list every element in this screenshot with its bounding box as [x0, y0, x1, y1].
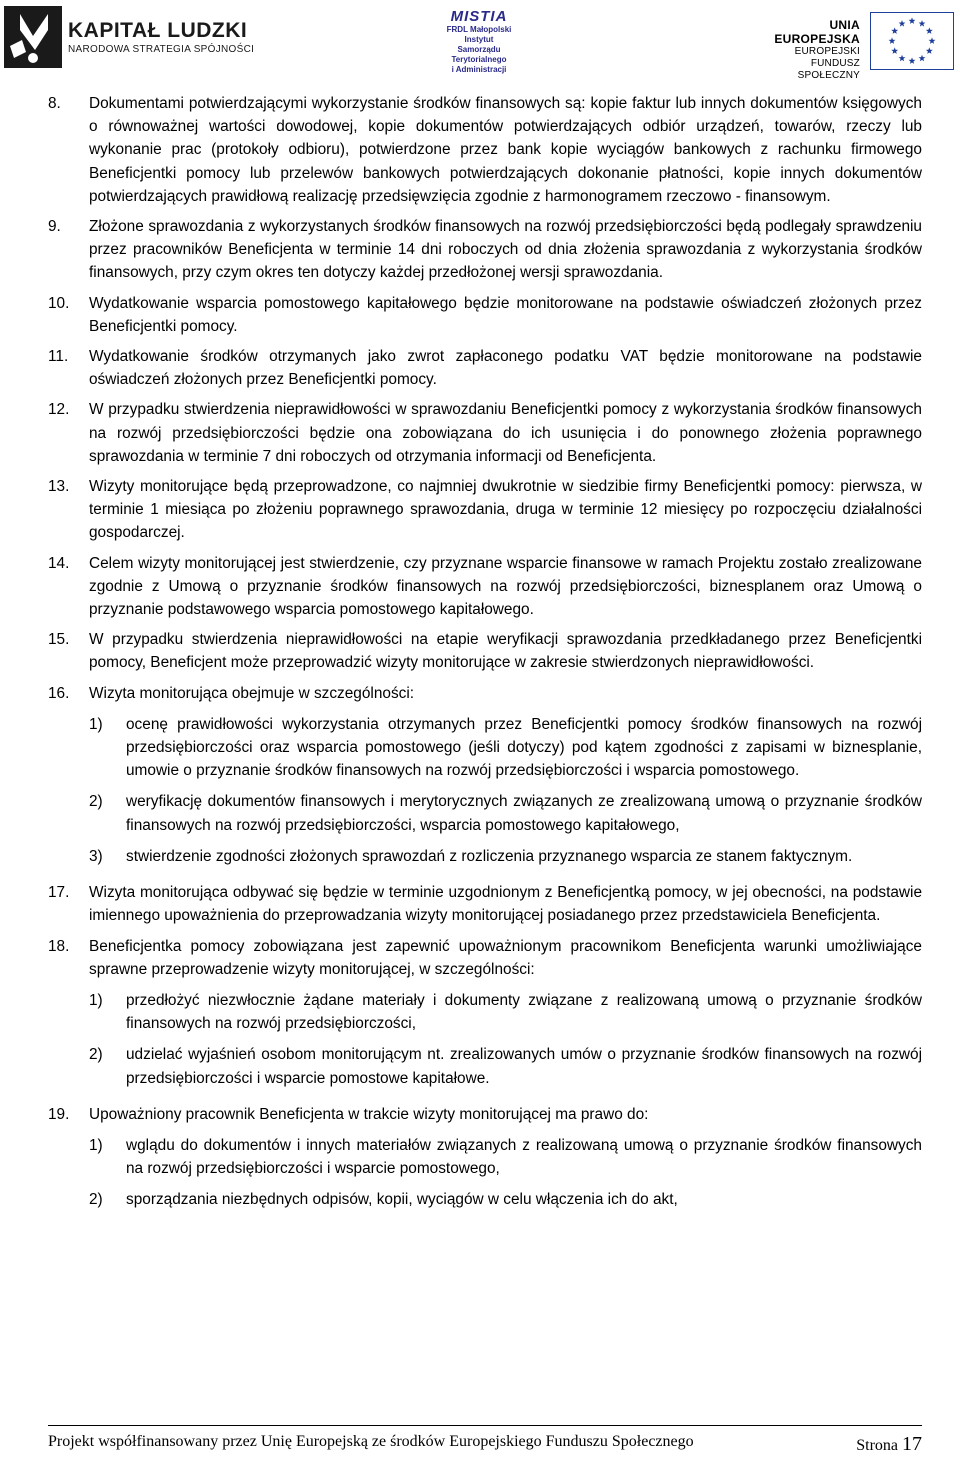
sub-item [89, 845, 922, 868]
mistia-logo [436, 8, 522, 75]
sub-item-number: 2) [89, 1046, 103, 1064]
logo-mid-line1: FRDL Małopolski Instytut [446, 25, 512, 44]
page-indicator [856, 1433, 922, 1456]
item-text: Dokumentami potwierdzającymi wykorzystanie środków finansowych są: kopie faktur lub innych dokumentów księgowych o równoważnej wartości dowodowej, kopie dokumentów potwierdzających odbiór urządzeń, towarów, rzeczy lub wykonanie prac (protokoły odbioru), potwierdzone przez bank kopie wyciągów bankowych z rachunku firmowego Beneficjentki pomocy lub przelewów bankowych potwierdzających dokonanie płatności, kopie innych dokumentów potwierdzających prawidłową realizację przedsięwzięcia zgodnie z harmonogramem rzeczowo - finansowym. [89, 95, 922, 205]
kapital-ludzki-logo [4, 6, 254, 68]
item-text: Upoważniony pracownik Beneficjenta w trakcie wizyty monitorującej ma prawo do: [89, 1105, 649, 1123]
item-number: 10. [48, 294, 70, 312]
item-body [89, 881, 922, 927]
item-body [89, 1103, 922, 1218]
item-number: 13. [48, 478, 70, 496]
item-text: Złożone sprawozdania z wykorzystanych środków finansowych na rozwój przedsiębiorczości będą podlegały sprawdzeniu przez pracowników Beneficjenta w terminie 14 dni roboczych od dnia złożenia sprawozdania z wykorzystania środków finansowych, przy czym okres ten dotyczy każdej przedłożonej wersji sprawozdania. [89, 218, 922, 282]
item-text: W przypadku stwierdzenia nieprawidłowości w sprawozdaniu Beneficjentki pomocy z wykorzystania środków finansowych na rozwój przedsiębiorczości będzie ona zobowiązana do ich usunięcia i do ponownego złożenia poprawnego sprawozdania w terminie 7 dni roboczych od otrzymania informacji od Beneficjenta. [89, 401, 922, 465]
sub-item-text: sporządzania niezbędnych odpisów, kopii, wyciągów w celu włączenia ich do akt, [126, 1191, 678, 1209]
list-item [48, 215, 922, 285]
sub-item-text: udzielać wyjaśnień osobom monitorującym nt. zrealizowanych umów o przyznanie środków finansowych na rozwój przedsiębiorczości i wsparcie pomostowe kapitałowe. [126, 1046, 922, 1087]
item-body [89, 935, 922, 1096]
item-body [89, 475, 922, 545]
eu-flag-icon [870, 12, 954, 70]
item-number: 16. [48, 684, 70, 702]
list-item [48, 628, 922, 674]
item-text: Beneficjentka pomocy zobowiązana jest zapewnić upoważnionym pracownikom Beneficjenta warunki umożliwiające sprawne przeprowadzenie wizyty monitorującej, w szczególności: [89, 937, 922, 978]
sub-item-number: 3) [89, 847, 103, 865]
list-item [48, 92, 922, 208]
list-item [48, 475, 922, 545]
kapital-ludzki-emblem-icon [4, 6, 62, 68]
logo-left-subtitle: NARODOWA STRATEGIA SPÓJNOŚCI [68, 43, 255, 55]
list-item [48, 1103, 922, 1218]
logo-right-line2: EUROPEJSKI [794, 46, 860, 57]
item-body [89, 628, 922, 674]
item-text: W przypadku stwierdzenia nieprawidłowości na etapie weryfikacji sprawozdania przedkładanego przez Beneficjentki pomocy, Beneficjent może przeprowadzić wizyty monitorujące w zakresie stwierdzonych nieprawidłowości. [89, 631, 922, 672]
sub-item-number: 1) [89, 715, 103, 733]
page-header [0, 0, 960, 80]
item-text: Wizyta monitorująca obejmuje w szczególności: [89, 684, 415, 702]
logo-left-title: KAPITAŁ LUDZKI [68, 18, 248, 42]
list-item [48, 881, 922, 927]
logo-mid-line3: i Administracji [451, 65, 507, 74]
sub-item-number: 1) [89, 1136, 103, 1154]
sub-item [89, 790, 922, 836]
sub-item-number: 1) [89, 991, 103, 1009]
item-text: Wizyta monitorująca odbywać się będzie w terminie uzgodnionym z Beneficjentką pomocy, w jej obecności, na podstawie imiennego upoważnienia do przeprowadzania wizyty monitorującej posiadanego przez przedstawiciela Beneficjenta. [89, 884, 922, 925]
item-number: 18. [48, 937, 70, 955]
item-text: Wizyty monitorujące będą przeprowadzone, co najmniej dwukrotnie w siedzibie firmy Beneficjentki pomocy: pierwsza, w terminie 1 miesiąca po złożeniu poprawnego sprawozdania, druga w terminie 12 miesięcy po rozpoczęciu działalności gospodarczej. [89, 478, 922, 542]
sub-item [89, 1188, 922, 1211]
list-item [48, 292, 922, 338]
list-item [48, 935, 922, 1096]
item-body [89, 92, 922, 208]
sub-item-text: ocenę prawidłowości wykorzystania otrzymanych przez Beneficjentki pomocy środków finansowych na rozwój przedsiębiorczości oraz wsparcia pomostowego (jeśli dotyczy) pod kątem zgodności z zapisami w biznesplanie, umowie o przyznanie środków finansowych na rozwój przedsiębiorczości i wsparcia pomostowego. [126, 715, 922, 780]
page-number: 17 [902, 1433, 922, 1455]
footer-text: Projekt współfinansowany przez Unię Europejską ze środków Europejskiego Funduszu Społecznego [48, 1433, 694, 1450]
item-number: 9. [48, 218, 61, 236]
sub-item [89, 713, 922, 783]
item-body [89, 398, 922, 468]
item-body [89, 682, 922, 874]
item-number: 14. [48, 554, 70, 572]
item-number: 8. [48, 95, 61, 112]
item-number: 12. [48, 401, 70, 419]
item-body [89, 345, 922, 391]
sub-item [89, 989, 922, 1035]
ue-logo-text [755, 18, 860, 82]
item-body [89, 552, 922, 622]
logo-right-line1: UNIA EUROPEJSKA [774, 18, 860, 46]
item-number: 15. [48, 631, 70, 649]
sub-item [89, 1043, 922, 1089]
logo-mid-title: MISTIA [450, 8, 508, 25]
item-body [89, 292, 922, 338]
item-text: Wydatkowanie środków otrzymanych jako zwrot zapłaconego podatku VAT będzie monitorowane na podstawie oświadczeń złożonych przez Beneficjentki pomocy. [89, 348, 922, 389]
logo-right-line3: FUNDUSZ SPOŁECZNY [797, 58, 860, 81]
sub-item-text: stwierdzenie zgodności złożonych sprawozdań z rozliczenia przyznanego wsparcia ze stanem faktycznym. [126, 847, 853, 865]
page-label: Strona [856, 1437, 898, 1454]
sub-item-number: 2) [89, 1191, 103, 1209]
item-number: 19. [48, 1105, 70, 1123]
sub-item-text: weryfikację dokumentów finansowych i merytorycznych związanych ze zrealizowaną umową o przyznanie środków finansowych na rozwój przedsiębiorczości, wsparcia pomostowego kapitałowego, [126, 793, 922, 834]
item-number: 11. [48, 348, 69, 366]
sub-item [89, 1134, 922, 1180]
list-item [48, 682, 922, 874]
list-item [48, 345, 922, 391]
item-text: Wydatkowanie wsparcia pomostowego kapitałowego będzie monitorowane na podstawie oświadczeń złożonych przez Beneficjentki pomocy. [89, 294, 922, 335]
list-item [48, 552, 922, 622]
logo-mid-line2: Samorządu Terytorialnego [451, 45, 507, 64]
sub-item-text: wglądu do dokumentów i innych materiałów związanych z realizowaną umową o przyznanie środków finansowych na rozwój przedsiębiorczości i wsparcie pomostowego, [126, 1136, 922, 1178]
sub-item-text: przedłożyć niezwłocznie żądane materiały i dokumenty związane z realizowaną umową o przyznanie środków finansowych na rozwój przedsiębiorczości, [126, 991, 922, 1033]
item-body [89, 215, 922, 285]
item-number: 17. [48, 884, 70, 902]
list-item [48, 398, 922, 468]
page-footer [48, 1425, 922, 1456]
sub-item-number: 2) [89, 793, 103, 811]
document-body [48, 92, 922, 1218]
item-text: Celem wizyty monitorującej jest stwierdzenie, czy przyznane wsparcie finansowe w ramach Projektu zostało zrealizowane zgodnie z Umową o przyznanie środków finansowych na rozwój przedsiębiorczości, biznesplanem oraz Umową o przyznanie podstawowego wsparcia pomostowego kapitałowego. [89, 554, 922, 619]
